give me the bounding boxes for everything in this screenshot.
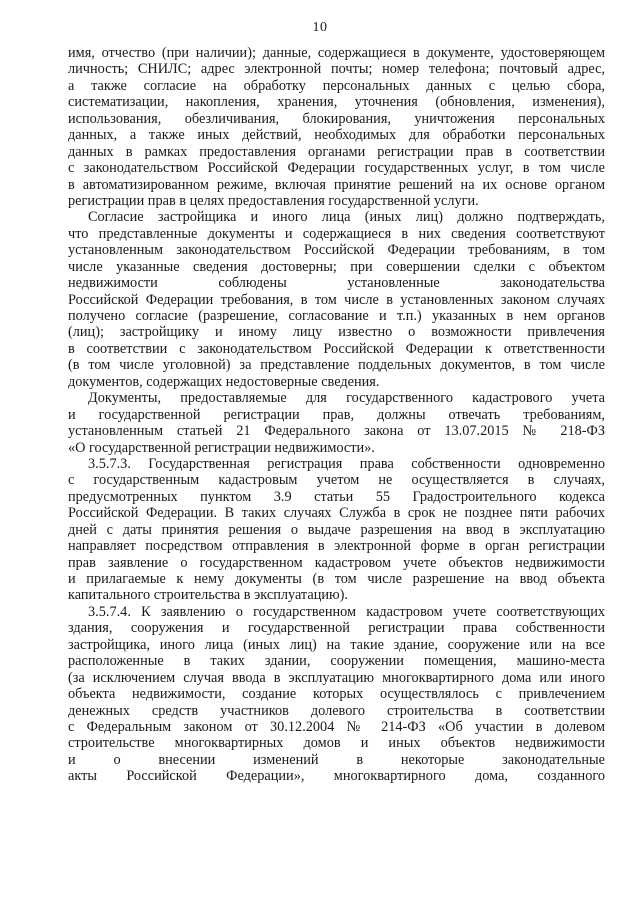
text-line: Документы, предоставляемые для государственного кадастрового учета [88, 390, 605, 407]
text-line: 3.5.7.4. К заявлению о государственном кадастровом учете соответствующих [88, 603, 605, 620]
text-line: денежных средств участников долевого строительства в соответствии [68, 702, 605, 719]
text-line: регистрации прав в целях предоставления государственной услуги. [68, 192, 479, 209]
text-line: данных в рамках предоставления органами регистрации прав в соответствии [68, 143, 605, 160]
text-line: с государственным кадастровым учетом не осуществляется в случаях, [68, 472, 605, 489]
text-line: недвижимости соблюдены установленные законодательства [68, 275, 605, 292]
text-line: здания, сооружения и государственной регистрации права собственности [68, 620, 605, 637]
text-line: числе указанные сведения достоверны; при совершении сделки с объектом [68, 258, 605, 275]
text-line: застройщика, иного лица (иных лиц) на такие здание, сооружение или на все [68, 636, 605, 653]
text-line: и государственной регистрации прав, должны отвечать требованиям, [68, 406, 605, 423]
text-line: имя, отчество (при наличии); данные, содержащиеся в документе, удостоверяющем [68, 45, 605, 61]
text-line: акты Российской Федерации», многоквартирного дома, созданного [68, 768, 605, 785]
text-line: а также согласие на обработку персональных данных с целью сбора, [68, 77, 605, 94]
text-line: Согласие застройщика и иного лица (иных лиц) должно подтверждать, [88, 209, 605, 226]
text-line: строительстве многоквартирных домов и иных объектов недвижимости [68, 735, 605, 752]
page-number: 10 [312, 20, 328, 35]
text-line: Российской Федерации требования, в том числе в установленных законом случаях [68, 291, 605, 308]
text-line: капитального строительства в эксплуатацию). [68, 587, 349, 604]
text-line: (в том числе уголовной) за представление поддельных документов, в том числе [68, 357, 605, 374]
text-line: «О государственной регистрации недвижимости». [68, 439, 375, 456]
text-line: использования, обезличивания, блокирования, уничтожения персональных [68, 110, 605, 127]
text-line: с законодательством Российской Федерации государственных услуг, в том числе [68, 160, 605, 177]
text-line: и о внесении изменений в некоторые законодательные [68, 751, 605, 768]
text-line: что представленные документы и содержащиеся в них сведения соответствуют [68, 225, 605, 242]
text-line: в автоматизированном режиме, включая принятие решений на их основе органом [68, 176, 605, 193]
text-line: расположенные в таких здании, сооружении помещения, машино-места [68, 653, 605, 670]
text-line: (лиц); застройщику и иному лицу известно о возможности привлечения [68, 324, 605, 341]
text-line: дней с даты принятия решения о выдаче разрешения на ввод в эксплуатацию [68, 521, 605, 538]
text-line: получено согласие (разрешение, согласование и т.п.) указанных в нем органов [68, 308, 605, 324]
text-line: данных, а также иных действий, необходимых для обработки персональных [68, 127, 605, 144]
text-line: с Федеральным законом от 30.12.2004 № 214-ФЗ «Об участии в долевом [68, 718, 605, 735]
text-line: в соответствии с законодательством Российской Федерации к ответственности [68, 340, 605, 357]
text-line: установленным законодательством Российской Федерации требованиям, в том [68, 242, 605, 259]
text-line: прав заявление о государственном кадастровом учете объектов недвижимости [68, 554, 605, 571]
text-line: 3.5.7.3. Государственная регистрация права собственности одновременно [88, 455, 605, 472]
text-line: направляет посредством отправления в электронной форме в орган регистрации [68, 538, 605, 555]
text-line: и прилагаемые к нему документы (в том числе разрешение на ввод объекта [68, 571, 605, 587]
text-line: документов, содержащих недостоверные сведения. [68, 373, 380, 390]
document-text [68, 45, 605, 785]
text-line: личность; СНИЛС; адрес электронной почты; номер телефона; почтовый адрес, [68, 61, 605, 78]
text-line: систематизации, накопления, хранения, уточнения (обновления, изменения), [68, 94, 605, 111]
text-line: установленным статьей 21 Федерального закона от 13.07.2015 № 218-ФЗ [68, 423, 605, 440]
text-line: предусмотренных пунктом 3.9 статьи 55 Градостроительного кодекса [68, 488, 605, 505]
text-line: (за исключением случая ввода в эксплуатацию многоквартирного дома или иного [68, 669, 605, 686]
text-line: Российской Федерации. В таких случаях Служба в срок не позднее пяти рабочих [68, 505, 605, 522]
text-line: объекта недвижимости, создание которых осуществлялось с привлечением [68, 686, 605, 703]
